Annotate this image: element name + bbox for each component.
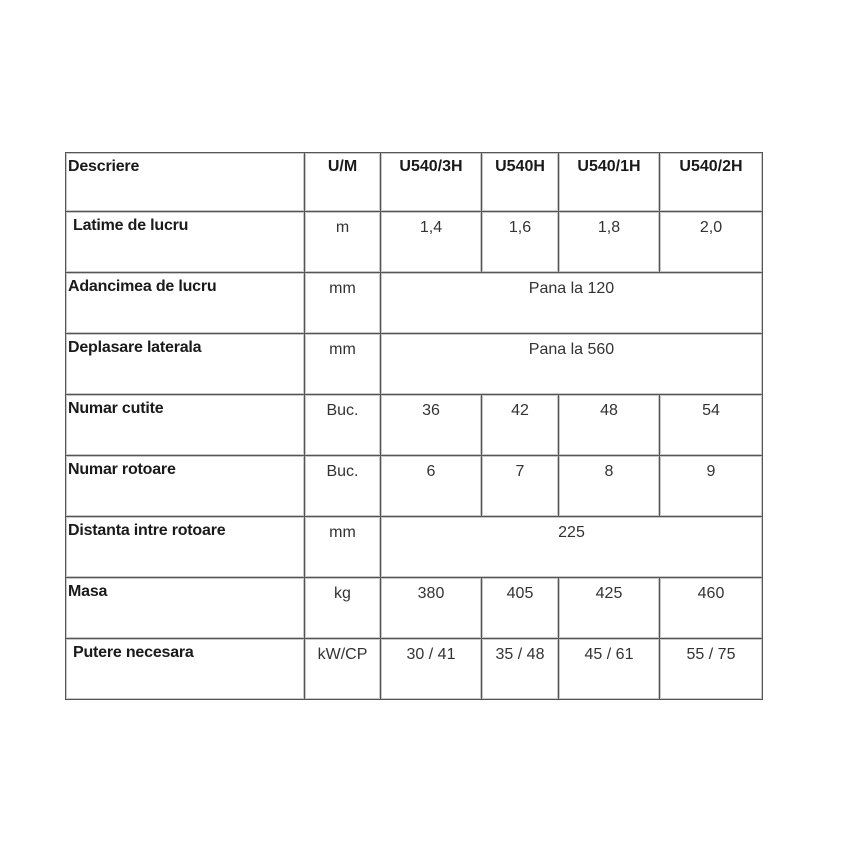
table-row bbox=[66, 578, 763, 639]
row-value: 55 / 75 bbox=[660, 639, 763, 700]
row-value: 425 bbox=[559, 578, 660, 639]
row-value: 54 bbox=[660, 395, 763, 456]
row-value: 45 / 61 bbox=[559, 639, 660, 700]
row-merged-value: 225 bbox=[381, 517, 763, 578]
row-unit: m bbox=[305, 212, 381, 273]
row-unit: kW/CP bbox=[305, 639, 381, 700]
row-label: Numar rotoare bbox=[66, 456, 305, 517]
row-unit: Buc. bbox=[305, 395, 381, 456]
row-value: 36 bbox=[381, 395, 482, 456]
header-model-u540-2h: U540/2H bbox=[660, 153, 763, 212]
row-unit: mm bbox=[305, 334, 381, 395]
table-row bbox=[66, 639, 763, 700]
row-unit: mm bbox=[305, 517, 381, 578]
table-row bbox=[66, 273, 763, 334]
row-unit: mm bbox=[305, 273, 381, 334]
row-value: 1,4 bbox=[381, 212, 482, 273]
header-description: Descriere bbox=[66, 153, 305, 212]
row-merged-value: Pana la 560 bbox=[381, 334, 763, 395]
row-value: 7 bbox=[482, 456, 559, 517]
header-model-u540h: U540H bbox=[482, 153, 559, 212]
row-value: 6 bbox=[381, 456, 482, 517]
table-row bbox=[66, 334, 763, 395]
table-row bbox=[66, 395, 763, 456]
row-value: 380 bbox=[381, 578, 482, 639]
row-value: 35 / 48 bbox=[482, 639, 559, 700]
table-row bbox=[66, 517, 763, 578]
row-value: 48 bbox=[559, 395, 660, 456]
row-label: Latime de lucru bbox=[66, 212, 305, 273]
table-header-row bbox=[66, 153, 763, 212]
header-model-u540-1h: U540/1H bbox=[559, 153, 660, 212]
header-unit: U/M bbox=[305, 153, 381, 212]
row-value: 9 bbox=[660, 456, 763, 517]
row-value: 1,8 bbox=[559, 212, 660, 273]
row-merged-value: Pana la 120 bbox=[381, 273, 763, 334]
header-model-u540-3h: U540/3H bbox=[381, 153, 482, 212]
row-label: Numar cutite bbox=[66, 395, 305, 456]
row-label: Masa bbox=[66, 578, 305, 639]
row-value: 30 / 41 bbox=[381, 639, 482, 700]
row-label: Distanta intre rotoare bbox=[66, 517, 305, 578]
row-value: 1,6 bbox=[482, 212, 559, 273]
table-row bbox=[66, 456, 763, 517]
row-unit: kg bbox=[305, 578, 381, 639]
row-value: 405 bbox=[482, 578, 559, 639]
row-value: 8 bbox=[559, 456, 660, 517]
row-label: Deplasare laterala bbox=[66, 334, 305, 395]
row-label: Putere necesara bbox=[66, 639, 305, 700]
table-row bbox=[66, 212, 763, 273]
row-value: 42 bbox=[482, 395, 559, 456]
row-value: 460 bbox=[660, 578, 763, 639]
row-label: Adancimea de lucru bbox=[66, 273, 305, 334]
specifications-table bbox=[65, 152, 763, 700]
row-value: 2,0 bbox=[660, 212, 763, 273]
row-unit: Buc. bbox=[305, 456, 381, 517]
